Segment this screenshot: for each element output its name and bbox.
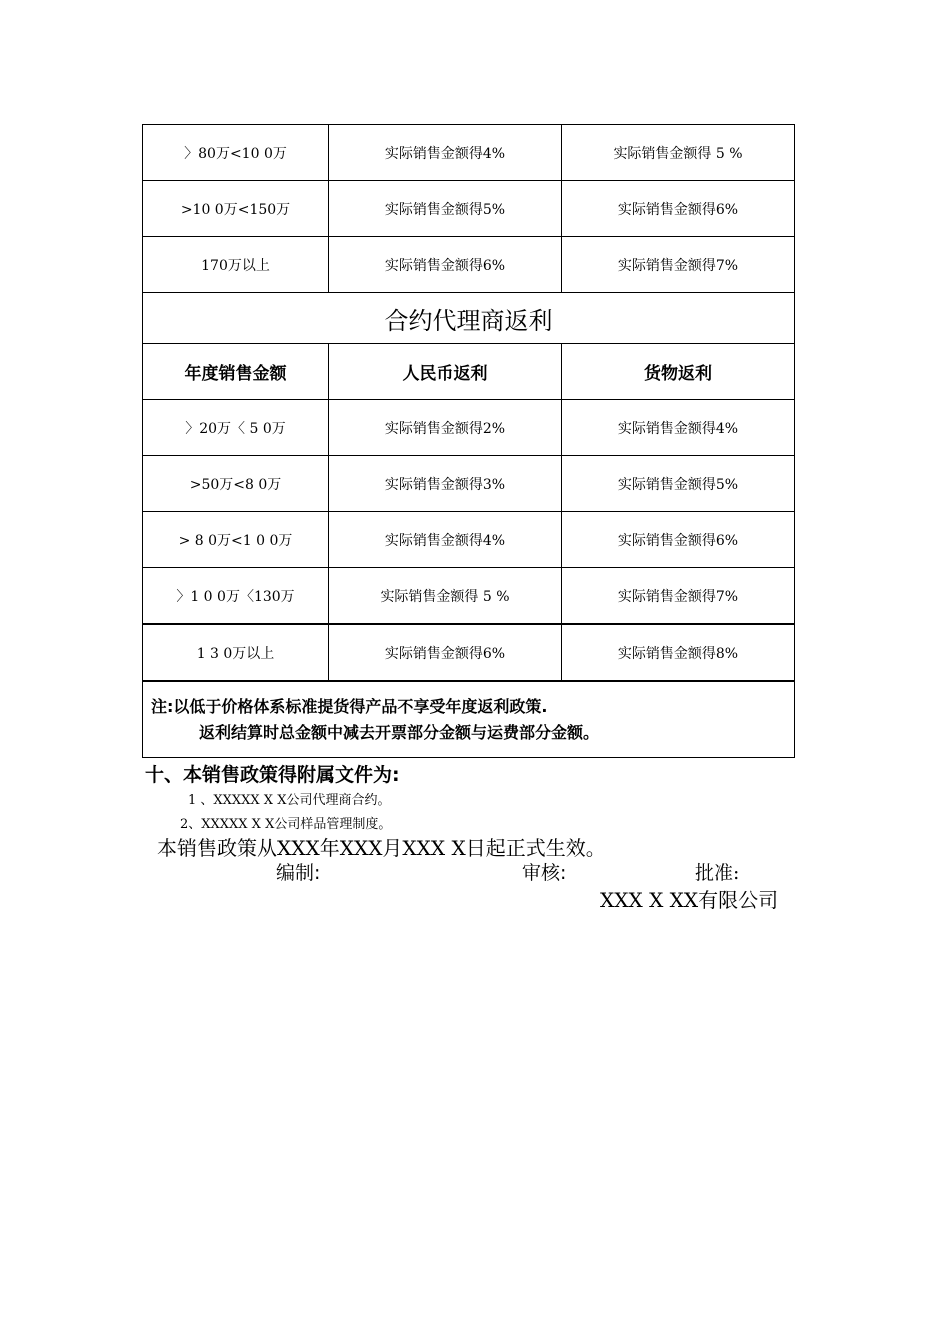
rmb-rebate-cell: 实际销售金额得 5 %: [329, 568, 562, 625]
goods-rebate-cell: 实际销售金额得7%: [562, 568, 795, 625]
header-row: [143, 344, 795, 400]
header-annual-sales: 年度销售金额: [143, 344, 329, 400]
table-row: [143, 181, 795, 237]
sales-range-cell: > 8 0万<1 0 0万: [143, 512, 329, 568]
sales-range-cell: >50万<8 0万: [143, 456, 329, 512]
rmb-rebate-cell: 实际销售金额得2%: [329, 400, 562, 456]
table-row: [143, 400, 795, 456]
approve-label: 批准:: [695, 862, 740, 884]
rmb-rebate-cell: 实际销售金额得4%: [329, 512, 562, 568]
table-row: [143, 568, 795, 625]
sales-range-cell: 〉1 0 0万〈130万: [143, 568, 329, 625]
rmb-rebate-cell: 实际销售金额得4%: [329, 125, 562, 181]
header-goods-rebate: 货物返利: [562, 344, 795, 400]
contract-agent-rebate-title: 合约代理商返利: [143, 293, 795, 344]
rmb-rebate-cell: 实际销售金额得3%: [329, 456, 562, 512]
goods-rebate-cell: 实际销售金额得6%: [562, 181, 795, 237]
goods-rebate-cell: 实际销售金额得4%: [562, 400, 795, 456]
note-cell: [143, 681, 795, 758]
sales-range-cell: 〉20万〈 5 0万: [143, 400, 329, 456]
review-label: 审核:: [522, 862, 567, 884]
note-line-1: 注:以低于价格体系标准提货得产品不享受年度返利政策.: [151, 696, 548, 716]
sales-range-cell: >10 0万<150万: [143, 181, 329, 237]
sales-range-cell: 170万以上: [143, 237, 329, 293]
table-row: [143, 237, 795, 293]
rmb-rebate-cell: 实际销售金额得5%: [329, 181, 562, 237]
section-heading: 十、本销售政策得附属文件为:: [145, 764, 400, 786]
goods-rebate-cell: 实际销售金额得5%: [562, 456, 795, 512]
section-title-row: [143, 293, 795, 344]
note-line-2: 返利结算时总金额中减去开票部分金额与运费部分金额。: [199, 722, 600, 742]
goods-rebate-cell: 实际销售金额得7%: [562, 237, 795, 293]
company-name: XXX X XX有限公司: [600, 888, 779, 912]
table-row: [143, 512, 795, 568]
header-rmb-rebate: 人民币返利: [329, 344, 562, 400]
compile-label: 编制:: [276, 862, 321, 884]
sales-range-cell: 1 3 0万以上: [143, 624, 329, 681]
table-row: [143, 456, 795, 512]
rebate-table: [142, 124, 795, 758]
rmb-rebate-cell: 实际销售金额得6%: [329, 624, 562, 681]
attachment-item: 2、XXXXX X X公司样品管理制度。: [180, 817, 392, 832]
effective-date-statement: 本销售政策从XXX年XXX月XXX X日起正式生效。: [157, 836, 606, 860]
table-row: [143, 624, 795, 681]
attachment-item: 1 、XXXXX X X公司代理商合约。: [188, 793, 391, 808]
goods-rebate-cell: 实际销售金额得8%: [562, 624, 795, 681]
goods-rebate-cell: 实际销售金额得6%: [562, 512, 795, 568]
goods-rebate-cell: 实际销售金额得 5 %: [562, 125, 795, 181]
sales-range-cell: 〉80万<10 0万: [143, 125, 329, 181]
rmb-rebate-cell: 实际销售金额得6%: [329, 237, 562, 293]
table-row: [143, 125, 795, 181]
note-row: [143, 681, 795, 758]
